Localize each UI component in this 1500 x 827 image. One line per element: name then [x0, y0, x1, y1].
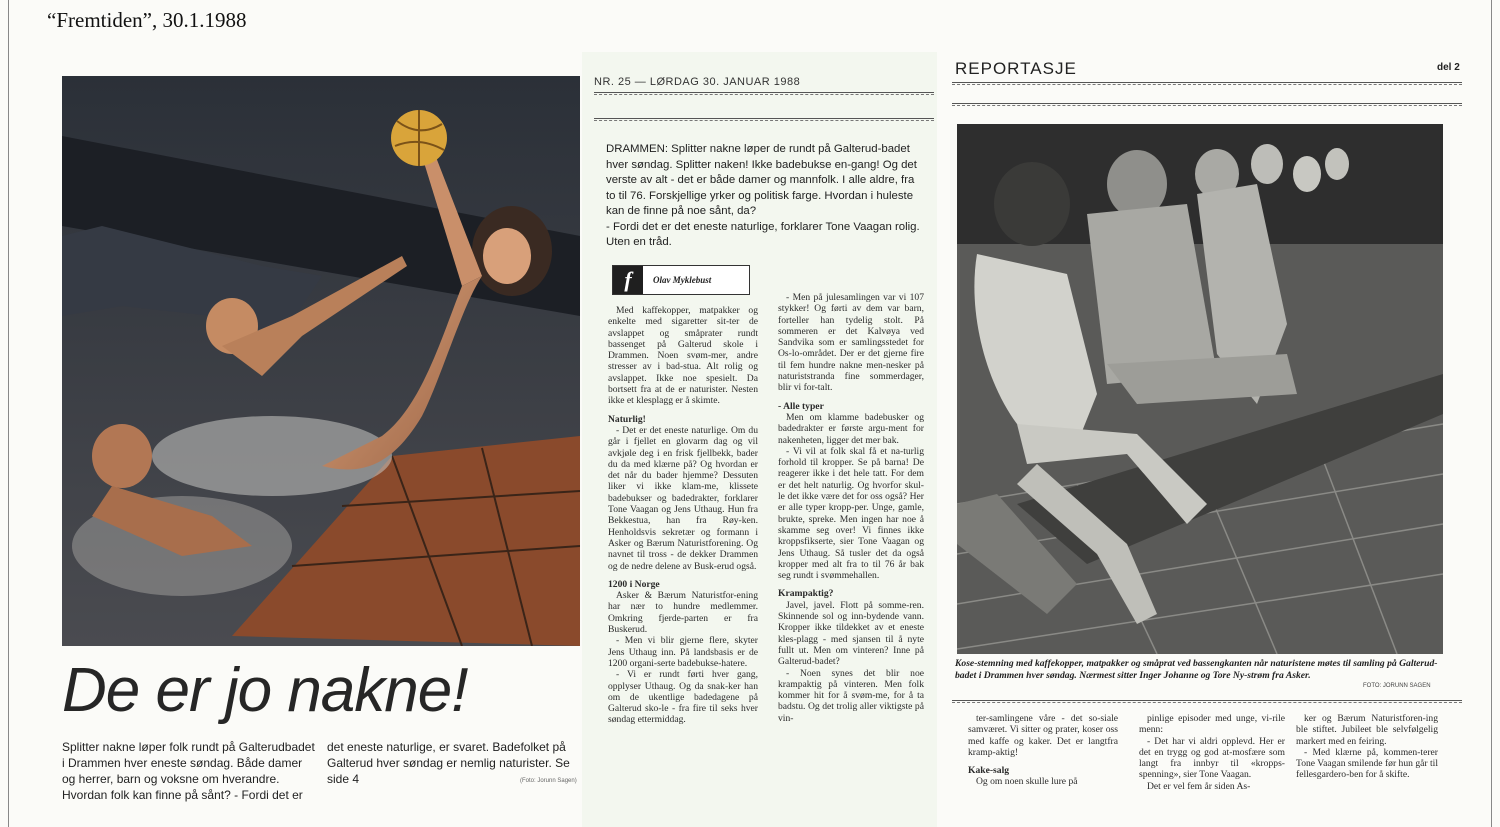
article-column-1 — [608, 305, 758, 726]
rule-right-bottom — [952, 700, 1462, 703]
byline — [612, 265, 750, 295]
article-intro — [606, 142, 924, 251]
page-border-right — [1491, 0, 1492, 827]
article-column-2 — [778, 292, 924, 724]
paragraph: Og om noen skulle lure på — [976, 776, 1078, 788]
section-label: REPORTASJE — [955, 59, 1077, 78]
issue-line: NR. 25 — LØRDAG 30. JANUAR 1988 — [594, 76, 801, 88]
paragraph: Asker & Bærum Naturistfor-ening har nær to hundre medlemmer. Omkring fjerde-parten er fra Buskerud. — [608, 590, 758, 636]
rule-right-top — [952, 82, 1462, 85]
paragraph: - Noen synes det blir noe krampaktig på vinteren. Men folk kommer hit for å svøm-me, for å ta badstu. Og det trolig aller viktigste på vin- — [778, 667, 924, 724]
lead-paragraph: Splitter nakne løper folk rundt på Galterudbadet i Drammen hver eneste søndag. Både damer og herrer, barn og voksne om hverandre. Hvordan folk kan finne på sånt? - Fordi det er det eneste naturlige, er svaret. Badefolket på Galterud hver søndag er nemlig naturister. Se side 4 — [62, 740, 570, 802]
right-column-1 — [968, 713, 1118, 788]
paragraph: - Vi er rundt førti hver gang, opplyser Uthaug. Og da snak-ker han om de ukentlige badedagene på Galterud sko-le - fra fire til seks hver søndag ettermiddag. — [608, 669, 758, 726]
paragraph: Javel, javel. Flott på somme-ren. Skinnende sol og inn-bydende vann. Kropper ikke tildekket av et eneste kles-plagg - med sjansen til å nyte fullt ut. Men om vinteren? Inne på Galterud-badet? — [778, 599, 924, 668]
paragraph: Men om klamme badebusker og badedrakter er første argu-ment for nakenheten, ligger det mer bak. — [778, 411, 924, 446]
sauna-photo — [957, 124, 1443, 654]
paragraph: ker og Bærum Naturistforen-ing ble stiftet. Jubileet ble selvfølgelig markert med en feiring. — [1296, 713, 1438, 747]
paragraph: pinlige episoder med unge, vi-rile menn: — [1139, 713, 1285, 736]
paragraph: - Det er det eneste naturlige. Om du går i fjellet en glovarm dag og vil avkjøle deg i en frisk fjellbekk, bader du da med klærne på? Og hvordan er det når du bader hjemme? Dessuten liker vi ikke klam-me, klissete badebukser og badedrakter, forklarer Tone Vaagan og Jens Uthaug. Hun fra Bekkestua, han fra Røy-ken. Henholdsvis sekretær og formann i Asker og Bærum Naturistforening. Og navnet til tross - de dekker Drammen og de nedre delene av Busk-erud også. — [608, 424, 758, 572]
pool-photo — [62, 76, 580, 646]
paragraph: - Men på julesamlingen var vi 107 stykker! Og førti av dem var barn, forteller han tydelig stolt. På sommeren er det Kalvøya ved Sandvika som er samlingsstedet for Os-lo-området. Der er det gjerne fire til fem hundre nakne men-nesker på naturiststranda fine sommerdager, blir vi for-talt. — [778, 292, 924, 394]
paragraph: ter-samlingene våre - det so-siale samværet. Vi sitter og prater, koser oss med kaffe og kaker. Det er langtfra kramp-aktig! — [968, 713, 1118, 758]
paragraph: - Med klærne på, kommen-terer Tone Vaagan smilende før hun går til fellesgardero-ben for å skifte. — [1296, 746, 1438, 781]
headline: De er jo nakne! — [62, 656, 468, 725]
rule-middle-top — [594, 92, 934, 95]
rule-right-second — [952, 103, 1462, 106]
intro-quote: - Fordi det er det eneste naturlige, forklarer Tone Vaagan rolig. Uten en tråd. — [606, 220, 920, 248]
part-label: del 2 — [1437, 62, 1460, 73]
paragraph: - Vi vil at folk skal få et na-turlig forhold til kropper. Se på barna! De reagerer ikke i det hele tatt. For dem er det helt naturlig. Og hvorfor skul-le det ikke være det for oss også? Her er alle typer kropp-per. Unge, gamle, brukte, spreke. Men ingen har noe å skamme seg over! Vi finnes ikke kroppsfikserte, sier Tone Vaagan og Jens Uthaug. Så tusler det da også kropper med alt fra to til 76 år bak seg rundt i svømmehallen. — [778, 445, 924, 582]
newspaper-logo-icon: f — [613, 266, 643, 294]
subheading: - Alle typer — [778, 400, 824, 412]
paragraph: - Det har vi aldri opplevd. Her er det en trygg og god at-mosfære som langt fra innbyr til «kropps-spenning», sier Tone Vaagan. — [1139, 735, 1285, 781]
paragraph: Det er vel fem år siden As- — [1147, 780, 1251, 792]
photo-caption: Kose-stemning med kaffekopper, matpakker og småprat ved bassengkanten når naturistene møtes til samling på Galterud-badet i Drammen hver søndag. Nærmest sitter Inger Johanne og Tore Ny-strøm fra Asker. — [955, 658, 1438, 681]
photo-credit-right: FOTO: JORUNN SAGEN — [1363, 683, 1431, 689]
subheading: Krampaktig? — [778, 588, 834, 600]
page-border-left — [8, 0, 9, 827]
subheading: Kake-salg — [968, 765, 1010, 777]
paragraph: - Men vi blir gjerne flere, skyter Jens Uthaug inn. På landsbasis er de 1200 organi-serte badebukse-hatere. — [608, 635, 758, 669]
rule-middle-second — [594, 118, 934, 121]
paragraph: Med kaffekopper, matpakker og enkelte med sigaretter sit-ter de avslappet og småprater rundt bassenget på Galterud skole i Drammen. Noen svøm-mer, andre stresser av i bad-stua. Alt rolig og avslappet. Ikke noe spesielt. Da bortsett fra at de er naturister. Nesten ikke et klesplagg er å skimte. — [608, 305, 758, 407]
right-column-2 — [1139, 713, 1285, 792]
subheading: 1200 i Norge — [608, 578, 660, 590]
intro-paragraph: DRAMMEN: Splitter nakne løper de rundt på Galterud-badet hver søndag. Splitter naken! Ikke badebukse en-gang! Og det verste av alt - det er både damer og mannfolk. I alle aldre, fra to til 76. Forskjellige yrker og politisk farge. Hvordan i huleste kan de finne på noe sånt, da? — [606, 143, 917, 217]
photo-credit-left: (Foto: Jorunn Sagen) — [520, 778, 577, 784]
source-citation: “Fremtiden”, 30.1.1988 — [47, 8, 247, 32]
right-column-3 — [1296, 713, 1438, 781]
subheading: Naturlig! — [608, 413, 646, 425]
byline-name: Olav Myklebust — [653, 275, 712, 285]
